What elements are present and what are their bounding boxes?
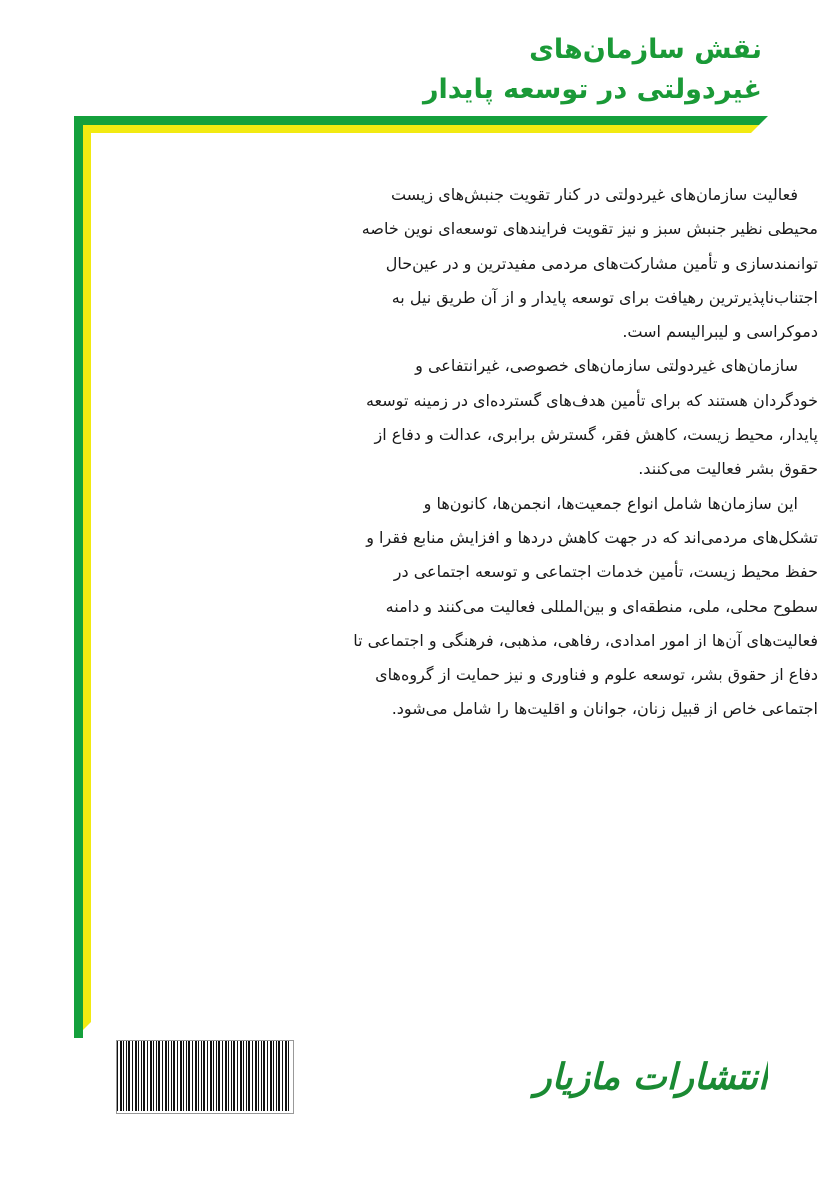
text-line: دموکراسی و لیبرالیسم است. — [622, 322, 818, 342]
paragraph-1 — [118, 178, 818, 349]
title-line-1: نقش سازمان‌های — [529, 34, 762, 65]
book-title — [242, 30, 762, 110]
paragraph-2 — [118, 349, 818, 486]
text-line: این سازمان‌ها شامل انواع جمعیت‌ها، انجمن‌ها، کانون‌ها و — [423, 493, 798, 513]
frame-green-side-bar — [74, 116, 83, 1038]
paragraph-3 — [118, 487, 818, 727]
frame-green-top-bar — [74, 116, 768, 125]
back-cover-text — [118, 178, 818, 727]
text-line: حفظ محیط زیست، تأمین خدمات اجتماعی و توسعه اجتماعی در — [393, 562, 818, 582]
text-line: اجتناب‌ناپذیرترین رهیافت برای توسعه پایدار و از آن طریق نیل به — [391, 287, 818, 307]
publisher-logo: انتشارات مازیار — [534, 1056, 768, 1098]
text-line: پایدار، محیط زیست، کاهش فقر، گسترش برابری، عدالت و دفاع از — [374, 425, 818, 445]
text-line: فعالیت‌های آن‌ها از امور امدادی، رفاهی، مذهبی، فرهنگی و اجتماعی تا — [353, 630, 818, 650]
text-line: خودگردان هستند که برای تأمین هدف‌های گسترده‌ای در زمینه توسعه — [365, 390, 818, 410]
text-line: توانمندسازی و تأمین مشارکت‌های مردمی مفیدترین و در عین‌حال — [385, 253, 818, 273]
text-line: دفاع از حقوق بشر، توسعه علوم و فناوری و نیز حمایت از گروه‌های — [375, 665, 818, 685]
title-line-2: غیردولتی در توسعه پایدار — [422, 74, 762, 105]
text-line: محیطی نظیر جنبش سبز و نیز تقویت فرایندهای توسعه‌ای نوین خاصه — [361, 219, 818, 239]
text-line: فعالیت سازمان‌های غیردولتی در کنار تقویت جنبش‌های زیست — [390, 185, 798, 204]
barcode-image — [116, 1040, 294, 1114]
text-line: حقوق بشر فعالیت می‌کنند. — [638, 459, 818, 479]
text-line: اجتماعی خاص از قبیل زنان، جوانان و اقلیت‌ها را شامل می‌شود. — [391, 699, 818, 719]
frame-yellow-side-bar — [83, 125, 91, 1030]
frame-yellow-top-bar — [83, 125, 759, 133]
text-line: تشکل‌های مردمی‌اند که در جهت کاهش دردها و افزایش منابع فقرا و — [366, 527, 818, 547]
text-line: سازمان‌های غیردولتی سازمان‌های خصوصی، غیرانتفاعی و — [415, 356, 798, 376]
text-line: سطوح محلی، ملی، منطقه‌ای و بین‌المللی فعالیت می‌کنند و دامنه — [385, 596, 818, 616]
